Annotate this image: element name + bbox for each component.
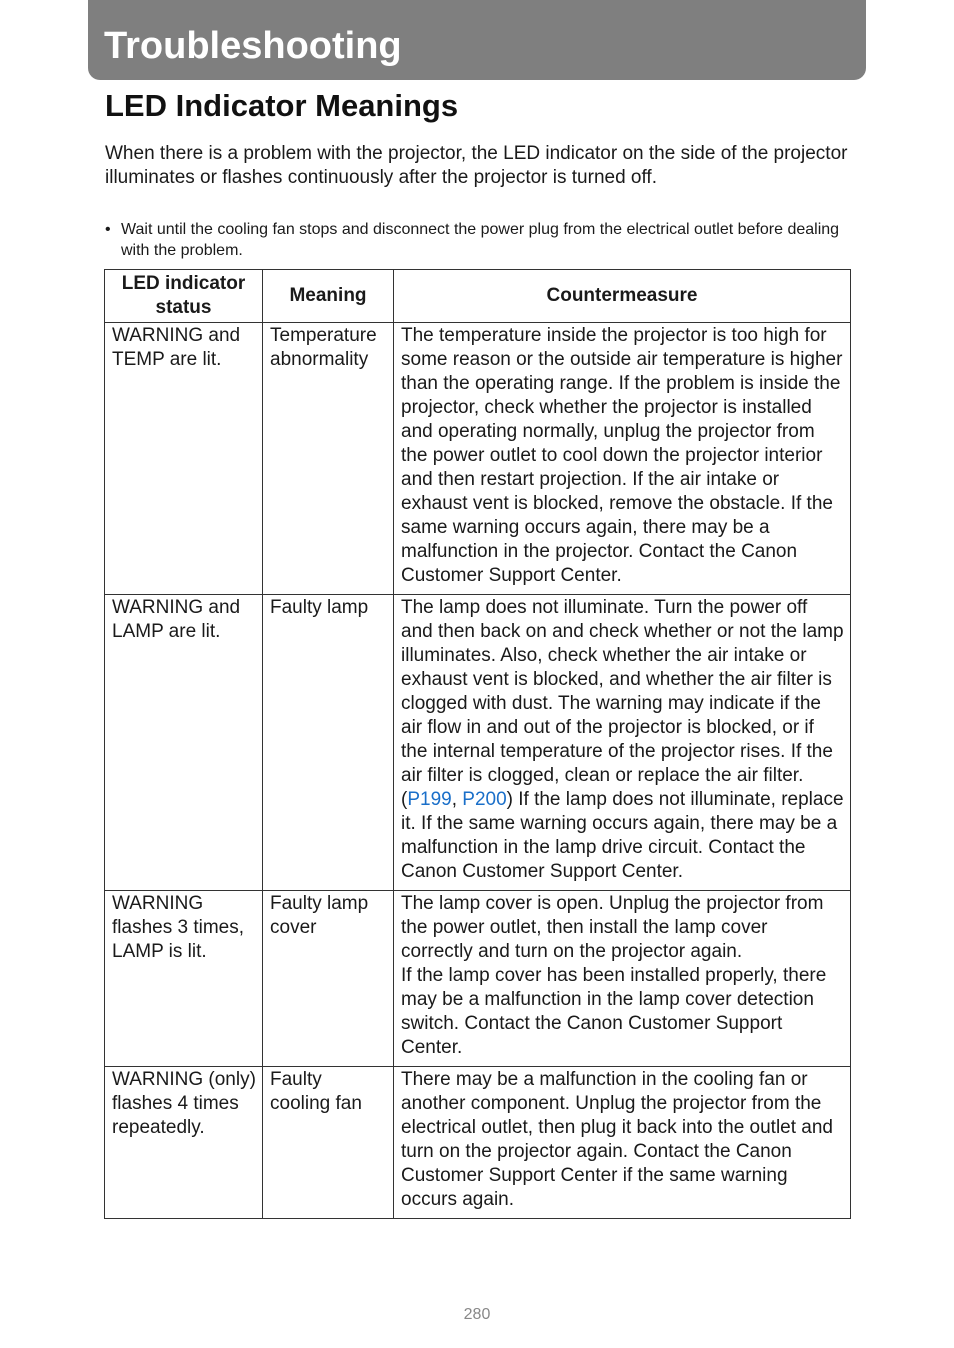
page-link-p199[interactable]: P199	[407, 789, 452, 810]
status-cell: WARNING flashes 3 times, LAMP is lit.	[105, 891, 263, 1067]
table-row	[105, 595, 851, 891]
bullet-icon: •	[105, 221, 111, 238]
link-separator: ,	[451, 789, 463, 810]
page-number: 280	[463, 1306, 491, 1323]
countermeasure-cell: The temperature inside the projector is too high for some reason or the outside air temperature is higher than the operating range. If the problem is inside the projector, check whether the projector is installed and operating normally, unplug the projector from the power outlet to cool down the projector interior and then restart projection. If the air intake or exhaust vent is blocked, remove the obstacle. If the same warning occurs again, there may be a malfunction in the projector. Contact the Canon Customer Support Center.	[394, 323, 851, 595]
countermeasure-text: The lamp does not illuminate. Turn the power off and then back on and check whether or not the lamp illuminates. Also, check whether the air intake or exhaust vent is blocked, and whether the air filter is clogged with dust. The warning may indicate if the air flow in and out of the projector is blocked, or if the internal temperature of the projector rises. If the air filter is clogged, clean or replace the air filter. (	[401, 597, 844, 810]
intro-paragraph: When there is a problem with the projector, the LED indicator on the side of the projector illuminates or flashes continuously after the projector is turned off.	[105, 143, 848, 188]
section-title: LED Indicator Meanings	[105, 88, 459, 123]
led-indicator-table	[104, 269, 851, 1219]
column-header-countermeasure: Countermeasure	[394, 270, 851, 323]
meaning-cell: Faulty cooling fan	[263, 1067, 394, 1219]
column-header-meaning: Meaning	[263, 270, 394, 323]
meaning-cell: Faulty lamp	[263, 595, 394, 891]
header-banner	[88, 0, 866, 80]
countermeasure-text: The lamp cover is open. Unplug the projector from the power outlet, then install the lamp cover correctly and turn on the projector again.	[401, 893, 824, 962]
table-header-row	[105, 270, 851, 323]
countermeasure-cell	[394, 595, 851, 891]
meaning-cell: Faulty lamp cover	[263, 891, 394, 1067]
column-header-status: LED indicator status	[105, 270, 263, 323]
note-item	[105, 219, 850, 261]
countermeasure-text-continued: ) If the lamp does not illuminate, replace it. If the same warning occurs again, there may be a malfunction in the lamp drive circuit. Contact the Canon Customer Support Center.	[401, 789, 844, 882]
table-row	[105, 1067, 851, 1219]
status-cell: WARNING and TEMP are lit.	[105, 323, 263, 595]
status-cell: WARNING and LAMP are lit.	[105, 595, 263, 891]
countermeasure-text-continued: If the lamp cover has been installed properly, there may be a malfunction in the lamp cover detection switch. Contact the Canon Customer Support Center.	[401, 965, 827, 1058]
page-link-p200[interactable]: P200	[462, 789, 507, 810]
meaning-cell: Temperature abnormality	[263, 323, 394, 595]
page-title: Troubleshooting	[104, 25, 402, 67]
note-text: Wait until the cooling fan stops and disconnect the power plug from the electrical outlet before dealing with the problem.	[121, 221, 840, 259]
countermeasure-cell: There may be a malfunction in the cooling fan or another component. Unplug the projector from the electrical outlet, then plug it back into the outlet and turn on the projector again. Contact the Canon Customer Support Center if the same warning occurs again.	[394, 1067, 851, 1219]
table-row	[105, 323, 851, 595]
table-row	[105, 891, 851, 1067]
status-cell: WARNING (only) flashes 4 times repeatedly.	[105, 1067, 263, 1219]
countermeasure-cell	[394, 891, 851, 1067]
